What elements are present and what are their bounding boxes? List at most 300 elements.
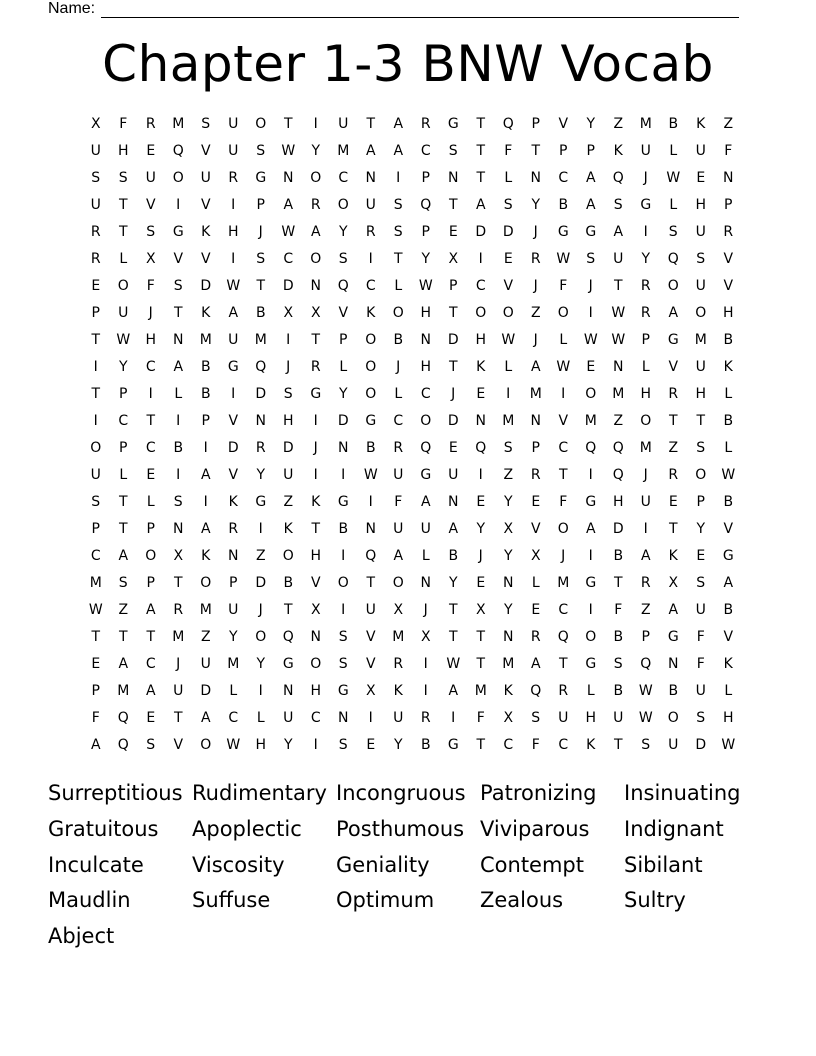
grid-letter: V: [365, 656, 376, 672]
grid-letter: F: [119, 116, 128, 132]
grid-letter: I: [313, 467, 318, 483]
grid-letter: U: [640, 143, 651, 159]
grid-letter: T: [146, 413, 156, 429]
grid-letter: L: [394, 278, 403, 294]
grid-letter: R: [145, 116, 156, 132]
grid-letter: O: [117, 278, 129, 294]
grid-letter: S: [696, 251, 706, 267]
grid-letter: S: [338, 629, 348, 645]
grid-letter: H: [310, 548, 322, 564]
grid-letter: T: [118, 629, 128, 645]
grid-letter: O: [420, 413, 432, 429]
grid-letter: F: [394, 494, 403, 510]
grid-letter: A: [723, 575, 734, 591]
grid-letter: N: [530, 413, 541, 429]
grid-letter: M: [639, 116, 652, 132]
grid-letter: N: [338, 440, 349, 456]
grid-letter: H: [695, 197, 707, 213]
grid-letter: G: [365, 413, 377, 429]
grid-letter: Z: [640, 602, 651, 618]
grid-letter: T: [366, 116, 376, 132]
grid-row: [82, 381, 742, 408]
grid-letter: A: [640, 548, 651, 564]
grid-letter: O: [365, 332, 377, 348]
grid-row: [82, 219, 742, 246]
grid-letter: P: [559, 143, 568, 159]
grid-letter: U: [613, 251, 624, 267]
grid-letter: X: [393, 602, 404, 618]
grid-letter: I: [231, 251, 236, 267]
grid-letter: O: [310, 170, 322, 186]
grid-letter: A: [613, 224, 624, 240]
grid-letter: I: [313, 737, 318, 753]
grid-letter: P: [119, 440, 128, 456]
grid-letter: I: [451, 710, 456, 726]
grid-letter: R: [393, 656, 404, 672]
grid-letter: J: [258, 224, 263, 240]
grid-letter: H: [420, 359, 432, 375]
grid-letter: M: [502, 413, 515, 429]
grid-letter: Y: [448, 575, 458, 591]
grid-letter: F: [559, 494, 568, 510]
grid-letter: J: [533, 332, 538, 348]
grid-letter: U: [90, 197, 101, 213]
grid-letter: Q: [117, 737, 129, 753]
grid-row: [82, 516, 742, 543]
grid-letter: D: [200, 278, 212, 294]
grid-letter: T: [393, 251, 403, 267]
grid-letter: P: [696, 494, 705, 510]
grid-letter: Y: [641, 251, 651, 267]
grid-letter: T: [256, 278, 266, 294]
grid-letter: A: [200, 710, 211, 726]
grid-letter: A: [585, 197, 596, 213]
grid-letter: O: [310, 251, 322, 267]
grid-letter: I: [368, 710, 373, 726]
grid-letter: K: [613, 143, 623, 159]
grid-letter: L: [531, 575, 540, 591]
name-field[interactable]: [48, 0, 748, 18]
grid-letter: S: [118, 170, 128, 186]
grid-letter: E: [503, 251, 513, 267]
grid-letter: C: [145, 440, 156, 456]
grid-letter: O: [282, 548, 294, 564]
grid-letter: E: [91, 278, 101, 294]
word-list-item: Contempt: [480, 852, 584, 877]
grid-letter: V: [338, 305, 349, 321]
grid-letter: U: [393, 467, 404, 483]
grid-letter: U: [695, 683, 706, 699]
grid-letter: R: [310, 359, 321, 375]
grid-letter: T: [448, 359, 458, 375]
grid-letter: E: [91, 656, 101, 672]
grid-letter: J: [286, 359, 291, 375]
grid-letter: E: [696, 170, 706, 186]
grid-letter: C: [90, 548, 101, 564]
grid-letter: I: [313, 116, 318, 132]
grid-letter: P: [146, 575, 155, 591]
grid-letter: B: [613, 629, 624, 645]
grid-letter: I: [286, 332, 291, 348]
grid-letter: S: [91, 494, 101, 510]
grid-letter: A: [393, 143, 404, 159]
grid-letter: I: [478, 251, 483, 267]
grid-letter: G: [337, 494, 349, 510]
grid-letter: P: [91, 683, 100, 699]
grid-letter: B: [255, 305, 266, 321]
grid-letter: J: [258, 602, 263, 618]
grid-letter: O: [172, 170, 184, 186]
grid-row: [82, 111, 742, 138]
grid-letter: W: [88, 602, 103, 618]
word-list-item: Apoplectic: [192, 816, 302, 841]
grid-row: [82, 354, 742, 381]
grid-letter: N: [173, 521, 184, 537]
grid-letter: H: [145, 332, 157, 348]
grid-letter: M: [557, 575, 570, 591]
grid-letter: R: [173, 602, 184, 618]
grid-letter: N: [503, 575, 514, 591]
grid-letter: L: [174, 386, 183, 402]
grid-letter: K: [201, 224, 211, 240]
grid-letter: A: [393, 548, 404, 564]
grid-letter: Q: [282, 629, 294, 645]
grid-letter: C: [420, 386, 431, 402]
grid-letter: V: [558, 413, 569, 429]
grid-letter: P: [531, 116, 540, 132]
word-list-item: Posthumous: [336, 816, 465, 841]
grid-letter: G: [310, 386, 322, 402]
grid-letter: J: [313, 440, 318, 456]
grid-letter: W: [611, 305, 626, 321]
grid-letter: I: [368, 494, 373, 510]
grid-letter: P: [339, 332, 348, 348]
grid-letter: V: [503, 278, 514, 294]
grid-letter: Y: [228, 629, 238, 645]
grid-letter: G: [255, 170, 267, 186]
grid-letter: R: [90, 251, 101, 267]
grid-letter: N: [420, 332, 431, 348]
grid-letter: S: [448, 143, 458, 159]
grid-letter: S: [613, 197, 623, 213]
grid-letter: T: [476, 656, 486, 672]
grid-letter: I: [423, 656, 428, 672]
grid-letter: A: [420, 494, 431, 510]
grid-letter: H: [117, 143, 129, 159]
grid-row: [82, 300, 742, 327]
word-list-item: Maudlin: [48, 888, 131, 913]
grid-letter: V: [200, 143, 211, 159]
grid-letter: P: [421, 224, 430, 240]
grid-letter: A: [393, 116, 404, 132]
grid-letter: J: [176, 656, 181, 672]
grid-letter: A: [668, 602, 679, 618]
grid-letter: X: [310, 602, 321, 618]
grid-letter: A: [145, 602, 156, 618]
grid-letter: B: [613, 548, 624, 564]
grid-letter: A: [145, 683, 156, 699]
grid-letter: U: [668, 737, 679, 753]
grid-letter: D: [282, 278, 294, 294]
grid-letter: E: [146, 710, 156, 726]
name-blank-line[interactable]: [101, 3, 739, 18]
grid-letter: K: [201, 548, 211, 564]
grid-letter: U: [365, 197, 376, 213]
grid-letter: S: [338, 656, 348, 672]
grid-letter: R: [640, 575, 651, 591]
grid-letter: P: [91, 521, 100, 537]
grid-letter: N: [310, 278, 321, 294]
grid-letter: G: [172, 224, 184, 240]
grid-letter: B: [668, 116, 679, 132]
grid-letter: A: [475, 197, 486, 213]
grid-letter: L: [504, 170, 513, 186]
grid-letter: G: [227, 359, 239, 375]
grid-letter: T: [613, 278, 623, 294]
grid-letter: B: [558, 197, 569, 213]
grid-letter: M: [199, 332, 212, 348]
grid-letter: S: [393, 197, 403, 213]
grid-letter: O: [557, 521, 569, 537]
grid-letter: L: [421, 548, 430, 564]
grid-letter: S: [173, 494, 183, 510]
grid-letter: B: [448, 548, 459, 564]
grid-letter: W: [721, 467, 736, 483]
grid-letter: T: [448, 305, 458, 321]
grid-letter: C: [228, 710, 239, 726]
grid-letter: O: [200, 575, 212, 591]
grid-letter: J: [451, 386, 456, 402]
grid-letter: Y: [338, 386, 348, 402]
grid-letter: L: [724, 440, 733, 456]
grid-letter: U: [695, 359, 706, 375]
grid-letter: Y: [311, 143, 321, 159]
grid-letter: L: [586, 683, 595, 699]
grid-letter: U: [145, 170, 156, 186]
grid-letter: R: [530, 251, 541, 267]
grid-letter: J: [396, 359, 401, 375]
grid-letter: L: [641, 359, 650, 375]
grid-letter: T: [531, 143, 541, 159]
grid-letter: M: [392, 629, 405, 645]
grid-letter: A: [118, 548, 129, 564]
grid-letter: I: [93, 359, 98, 375]
grid-letter: D: [337, 413, 349, 429]
grid-letter: Q: [612, 440, 624, 456]
grid-letter: N: [420, 575, 431, 591]
grid-letter: I: [176, 467, 181, 483]
grid-letter: J: [423, 602, 428, 618]
grid-letter: C: [118, 413, 129, 429]
grid-letter: Z: [503, 467, 514, 483]
grid-letter: T: [668, 413, 678, 429]
word-list-item: Inculcate: [48, 852, 144, 877]
grid-letter: N: [173, 332, 184, 348]
grid-letter: T: [668, 521, 678, 537]
grid-letter: I: [176, 413, 181, 429]
word-list-item: Insinuating: [624, 781, 741, 805]
grid-letter: U: [420, 521, 431, 537]
grid-letter: F: [531, 737, 540, 753]
grid-letter: E: [531, 602, 541, 618]
grid-letter: S: [668, 224, 678, 240]
grid-letter: I: [313, 413, 318, 429]
grid-letter: V: [173, 737, 184, 753]
grid-letter: N: [283, 170, 294, 186]
word-list-item: Optimum: [336, 888, 435, 913]
grid-letter: I: [203, 494, 208, 510]
grid-letter: K: [366, 305, 376, 321]
grid-letter: K: [228, 494, 238, 510]
grid-letter: G: [282, 656, 294, 672]
grid-letter: V: [723, 278, 734, 294]
grid-letter: T: [173, 305, 183, 321]
grid-letter: M: [89, 575, 102, 591]
grid-letter: R: [530, 629, 541, 645]
word-list-item: Patronizing: [480, 781, 597, 805]
grid-letter: Q: [255, 359, 267, 375]
grid-letter: S: [201, 116, 211, 132]
grid-letter: O: [337, 575, 349, 591]
grid-letter: S: [696, 710, 706, 726]
grid-letter: D: [200, 683, 212, 699]
grid-row: [82, 138, 742, 165]
grid-letter: R: [558, 683, 569, 699]
grid-letter: L: [504, 359, 513, 375]
grid-letter: N: [338, 710, 349, 726]
grid-letter: B: [200, 359, 211, 375]
grid-letter: C: [558, 170, 569, 186]
grid-letter: T: [283, 602, 293, 618]
grid-letter: M: [584, 413, 597, 429]
grid-letter: L: [256, 710, 265, 726]
grid-letter: W: [446, 656, 461, 672]
word-list-item: Viscosity: [192, 852, 285, 877]
grid-letter: M: [474, 683, 487, 699]
grid-letter: J: [643, 467, 648, 483]
grid-letter: T: [118, 494, 128, 510]
grid-letter: Y: [256, 656, 266, 672]
grid-letter: Y: [256, 467, 266, 483]
grid-letter: Y: [696, 521, 706, 537]
grid-letter: I: [561, 386, 566, 402]
grid-letter: Y: [531, 197, 541, 213]
grid-letter: O: [145, 548, 157, 564]
word-list-item: Viviparous: [480, 816, 590, 841]
grid-letter: Y: [476, 521, 486, 537]
grid-letter: S: [283, 386, 293, 402]
grid-letter: X: [145, 251, 156, 267]
grid-letter: Z: [530, 305, 541, 321]
grid-letter: W: [583, 332, 598, 348]
grid-letter: Z: [613, 116, 624, 132]
grid-letter: B: [668, 683, 679, 699]
grid-letter: X: [173, 548, 184, 564]
grid-letter: N: [503, 629, 514, 645]
grid-letter: Z: [613, 413, 624, 429]
grid-letter: R: [310, 197, 321, 213]
grid-letter: C: [283, 251, 294, 267]
grid-letter: H: [612, 494, 624, 510]
grid-letter: C: [393, 413, 404, 429]
grid-letter: C: [338, 170, 349, 186]
grid-letter: A: [530, 656, 541, 672]
grid-letter: N: [365, 521, 376, 537]
grid-letter: Y: [393, 737, 403, 753]
grid-letter: B: [283, 575, 294, 591]
grid-letter: N: [448, 170, 459, 186]
grid-letter: G: [585, 494, 597, 510]
grid-letter: W: [611, 332, 626, 348]
grid-letter: V: [668, 359, 679, 375]
grid-letter: T: [613, 575, 623, 591]
grid-letter: W: [556, 251, 571, 267]
word-list: [48, 776, 788, 955]
grid-letter: X: [90, 116, 101, 132]
grid-letter: S: [146, 737, 156, 753]
grid-letter: R: [668, 467, 679, 483]
grid-letter: R: [228, 521, 239, 537]
grid-letter: H: [585, 710, 597, 726]
grid-letter: A: [530, 359, 541, 375]
grid-letter: J: [148, 305, 153, 321]
grid-letter: A: [283, 197, 294, 213]
grid-letter: I: [231, 197, 236, 213]
grid-letter: X: [503, 521, 514, 537]
grid-letter: B: [613, 683, 624, 699]
grid-letter: U: [393, 710, 404, 726]
grid-letter: Q: [117, 710, 129, 726]
grid-letter: U: [695, 143, 706, 159]
grid-letter: W: [281, 143, 296, 159]
grid-letter: L: [119, 467, 128, 483]
grid-letter: C: [503, 737, 514, 753]
grid-letter: I: [423, 683, 428, 699]
grid-letter: Y: [338, 224, 348, 240]
grid-letter: Z: [668, 440, 679, 456]
grid-letter: X: [530, 548, 541, 564]
grid-letter: L: [119, 251, 128, 267]
grid-letter: H: [722, 305, 734, 321]
grid-letter: R: [640, 305, 651, 321]
grid-letter: B: [365, 440, 376, 456]
grid-letter: I: [478, 467, 483, 483]
grid-letter: H: [282, 413, 294, 429]
grid-letter: Y: [283, 737, 293, 753]
grid-letter: C: [558, 440, 569, 456]
grid-letter: I: [643, 521, 648, 537]
grid-letter: C: [365, 278, 376, 294]
grid-letter: H: [475, 332, 487, 348]
grid-letter: V: [145, 197, 156, 213]
grid-letter: N: [365, 170, 376, 186]
grid-letter: Y: [503, 602, 513, 618]
grid-letter: O: [337, 197, 349, 213]
grid-letter: H: [420, 305, 432, 321]
grid-letter: B: [723, 332, 734, 348]
grid-letter: E: [146, 467, 156, 483]
grid-letter: O: [695, 467, 707, 483]
grid-letter: F: [614, 602, 623, 618]
grid-letter: I: [258, 521, 263, 537]
grid-letter: U: [640, 494, 651, 510]
grid-letter: Z: [723, 116, 734, 132]
grid-letter: K: [668, 548, 678, 564]
grid-letter: Q: [612, 467, 624, 483]
word-list-item: Suffuse: [192, 888, 271, 913]
grid-letter: M: [117, 683, 130, 699]
grid-letter: I: [506, 386, 511, 402]
